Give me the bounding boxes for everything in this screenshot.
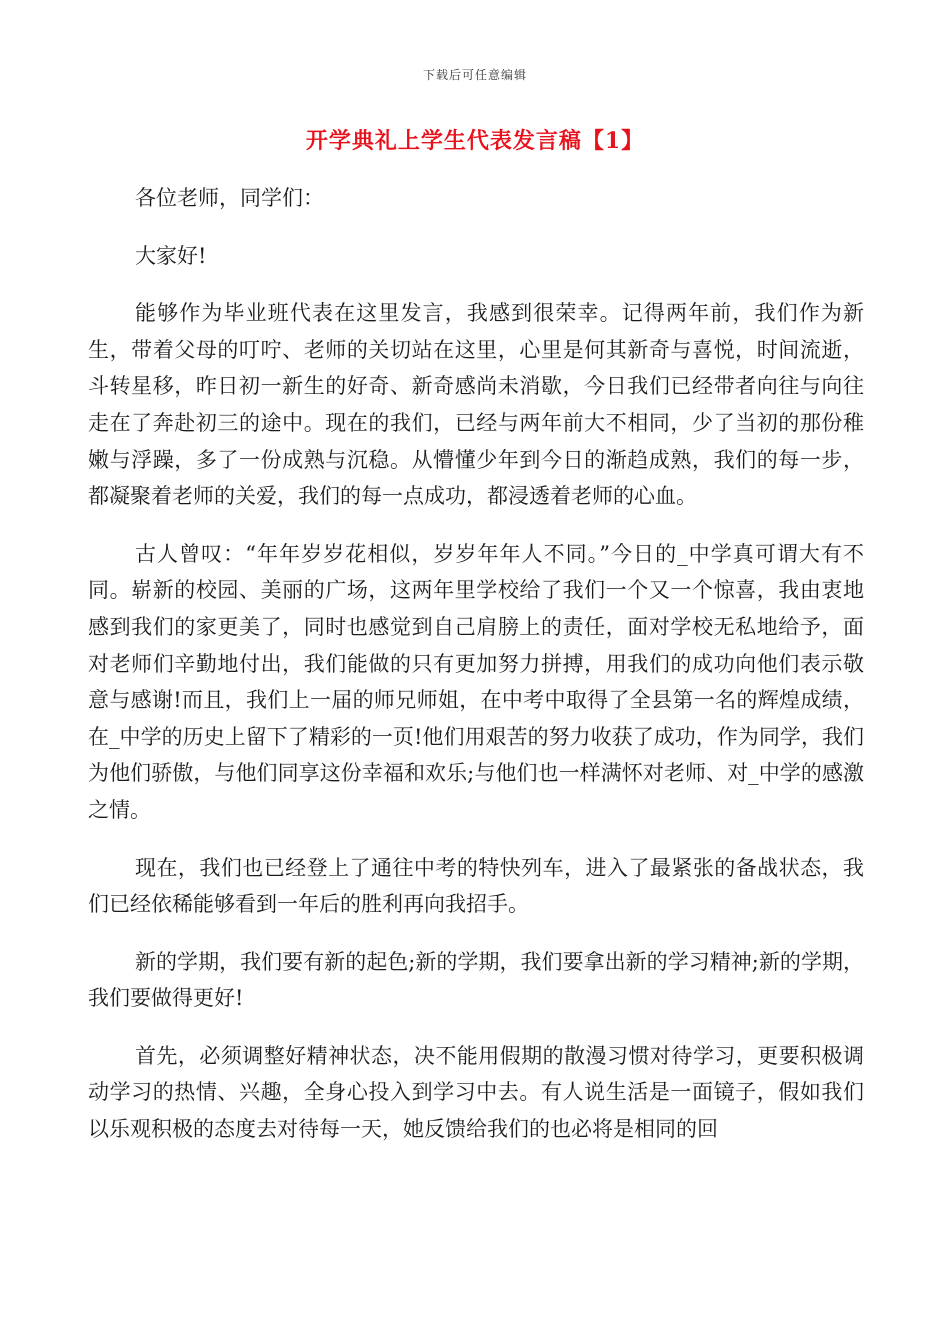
body-paragraph: 首先，必须调整好精神状态，决不能用假期的散漫习惯对待学习，更要积极调动学习的热情、兴趣，全身心投入到学习中去。有人说生活是一面镜子，假如我们以乐观积极的态度去对待每一天，她反馈给我们的也必将是相同的回 (88, 1043, 864, 1142)
body-paragraph: 新的学期，我们要有新的起色;新的学期，我们要拿出新的学习精神;新的学期，我们要做得更好! (88, 949, 864, 1011)
document-body (88, 180, 864, 1169)
header-note: 下载后可任意编辑 (422, 68, 527, 82)
greeting: 大家好! (135, 243, 207, 268)
body-paragraph: 古人曾叹：“年年岁岁花相似，岁岁年年人不同。”今日的_中学真可谓大有不同。崭新的校园、美丽的广场，这两年里学校给了我们一个又一个惊喜，我由衷地感到我们的家更美了，同时也感觉到自己肩膀上的责任，面对学校无私地给予，面对老师们辛勤地付出，我们能做的只有更加努力拼搏，用我们的成功向他们表示敬意与感谢!而且，我们上一届的师兄师姐，在中考中取得了全县第一名的辉煌成绩，在_中学的历史上留下了精彩的一页!他们用艰苦的努力收获了成功，作为同学，我们为他们骄傲，与他们同享这份幸福和欢乐;与他们也一样满怀对老师、对_中学的感激之情。 (88, 541, 864, 822)
salutation: 各位老师，同学们： (135, 186, 324, 210)
body-paragraph: 能够作为毕业班代表在这里发言，我感到很荣幸。记得两年前，我们作为新生，带着父母的叮咛、老师的关切站在这里，心里是何其新奇与喜悦，时间流逝，斗转星移，昨日初一新生的好奇、新奇感尚未消歇，今日我们已经带者向往与向往走在了奔赴初三的途中。现在的我们，已经与两年前大不相同，少了当初的那份稚嫩与浮躁，多了一份成熟与沉稳。从懵懂少年到今日的渐趋成熟，我们的每一步，都凝聚着老师的关爱，我们的每一点成功，都浸透着老师的心血。 (88, 301, 864, 509)
document-title: 开学典礼上学生代表发言稿【1】 (305, 128, 645, 154)
body-paragraph: 现在，我们也已经登上了通往中考的特快列车，进入了最紧张的备战状态，我们已经依稀能够看到一年后的胜利再向我招手。 (88, 855, 864, 917)
